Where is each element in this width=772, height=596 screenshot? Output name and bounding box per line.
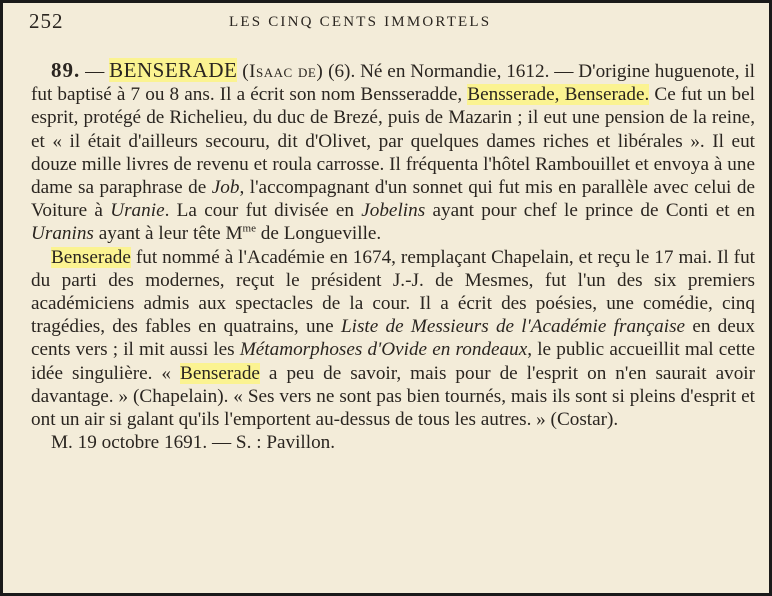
name-variants-highlight: Bensserade, Benserade. (467, 84, 650, 106)
running-title: LES CINQ CENTS IMMORTELS (229, 14, 492, 30)
entry-text: a peu de savoir, mais pour de l'esprit on n'en saurait avoir davantage. » (Chapelain). « Ses vers ne sont pas bien tournés, mais ils sont si pleins d'esprit et ont un air si galant qu'ils l'emportent au-dessus de tous les autres. » (Costar). (31, 362, 756, 431)
page-number: 252 (29, 9, 64, 33)
faction-name: Jobelins (361, 200, 426, 222)
entry-paragraph-2 (31, 246, 755, 432)
entry-text: (6). Né en Normandie, 1612. — D'origine huguenote, il fut baptisé à 7 ou 8 ans. Il a écrit son nom Bensseradde, (31, 61, 756, 106)
entry-death-line: M. 19 octobre 1691. — S. : Pavillon. (51, 432, 336, 454)
entry-text: , le public accueillit mal cette idée singulière. « (31, 339, 755, 384)
entry-text: . La cour fut divisée en (164, 200, 362, 222)
entry-text: de Longueville. (256, 223, 382, 245)
entry-dash: — (80, 61, 110, 82)
work-title: Métamorphoses d'Ovide en rondeaux (239, 339, 528, 361)
entry-text: ayant pour chef le prince de Conti et en (425, 200, 755, 222)
entry-given-name: (Isaac de) (242, 61, 324, 82)
name-highlight: Benserade (180, 362, 260, 384)
entry-body (31, 59, 755, 454)
work-title: Liste de Messieurs de l'Académie française (340, 316, 686, 338)
superscript: me (242, 223, 256, 236)
entry-text: fut nommé à l'Académie en 1674, remplaçant Chapelain, et reçu le 17 mai. Il fut du parti des modernes, reçut le président J.-J. de Mesmes, fut l'un des six premiers académiciens admis aux spectacles de la cour. Il a écrit des poésies, une comédie, cinq tragédies, des fables en quatrains, une (31, 246, 755, 338)
faction-name: Uranins (31, 223, 94, 245)
work-title: Uranie (110, 200, 165, 222)
entry-text: ayant à leur tête M (93, 223, 243, 245)
entry-name-highlight: BENSERADE (109, 58, 238, 82)
entry-text: Ce fut un bel esprit, protégé de Richelieu, du duc de Brezé, puis de Mazarin ; il eut une pension de la reine, et « il était d'ailleurs secouru, dit d'Olivet, par quelques dames riches et libérales ». Il eut douze mille livres de revenu et roula carrosse. Il fréquenta l'hôtel Rambouillet et envoya à une dame sa paraphrase de (31, 84, 755, 199)
entry-text: en deux cents vers ; il mit aussi les (31, 316, 755, 361)
entry-number: 89. (51, 58, 81, 82)
name-highlight: Benserade (51, 246, 131, 268)
entry-paragraph-1 (31, 59, 755, 246)
entry-text: , l'accompagnant d'un sonnet qui fut mis en parallèle avec celui de Voiture à (31, 177, 755, 222)
work-title: Job (211, 177, 240, 199)
